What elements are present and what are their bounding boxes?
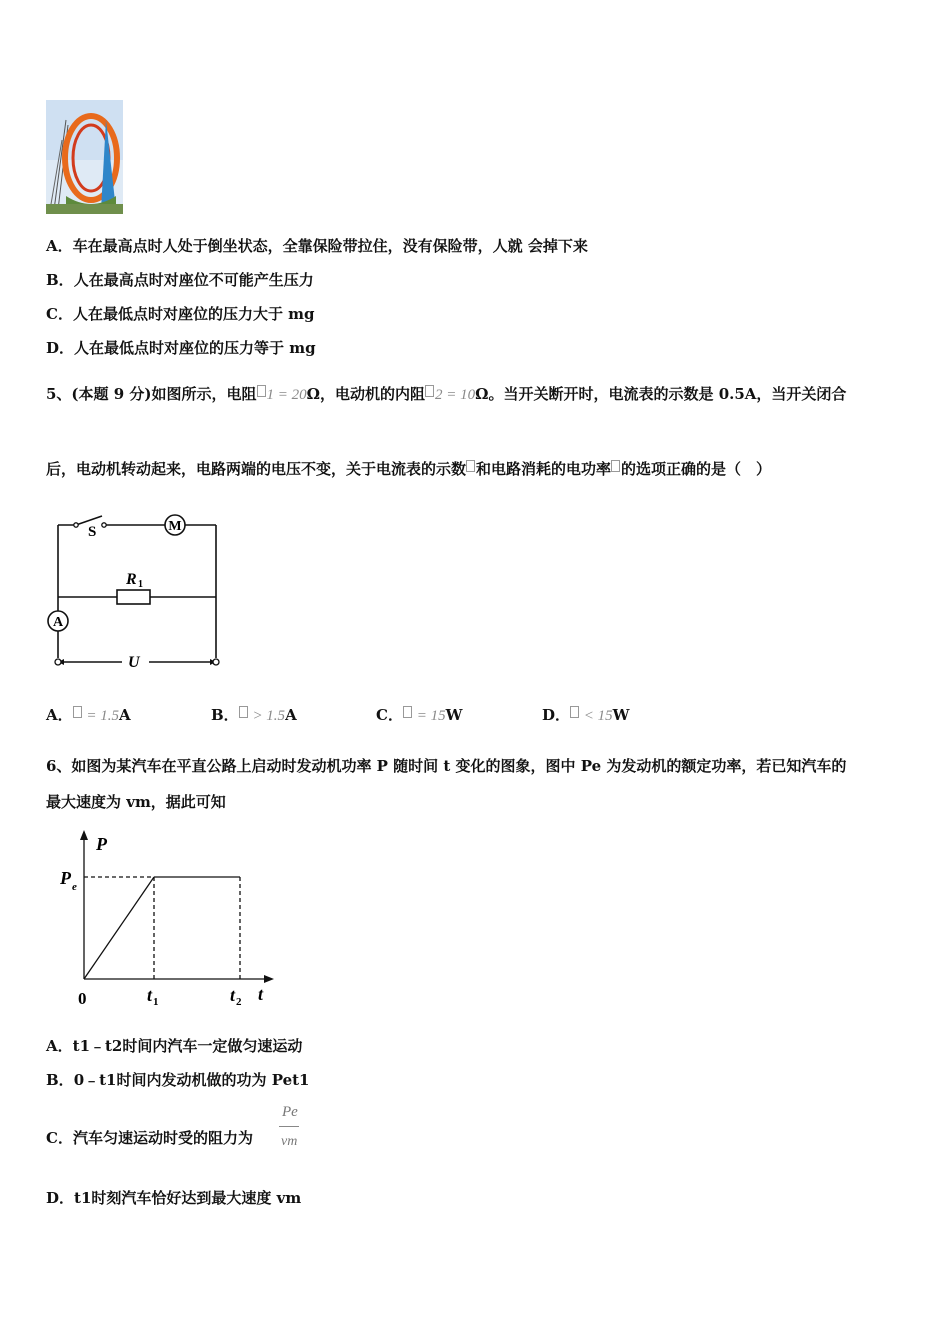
r1-formula: 1 = 20 bbox=[257, 387, 307, 403]
q6-option-d bbox=[46, 1188, 301, 1208]
svg-text:A: A bbox=[52, 615, 64, 630]
option-text: 人在最低点时对座位的压力等于 mg bbox=[74, 339, 316, 357]
option-text: 人在最低点时对座位的压力大于 mg bbox=[72, 305, 315, 323]
q5-text: 和电路消耗的电功率 bbox=[476, 460, 612, 478]
option-label: B． bbox=[46, 271, 74, 289]
voltage-label: U bbox=[128, 654, 140, 671]
option-unit: A bbox=[285, 706, 297, 724]
option-text: 车在最高点时人处于倒坐状态，全靠保险带拉住，没有保险带，人就 会掉下来 bbox=[72, 237, 588, 255]
t2-label: t bbox=[230, 985, 236, 1005]
option-text: t1时刻汽车恰好达到最大速度 vm bbox=[74, 1189, 302, 1207]
option-unit: W bbox=[612, 706, 630, 724]
option-label: C． bbox=[376, 706, 403, 724]
option-label: B． bbox=[46, 1071, 74, 1089]
roller-coaster-image bbox=[46, 100, 123, 214]
power-placeholder bbox=[611, 460, 620, 472]
q5-option-a bbox=[46, 705, 131, 726]
option-text: 人在最高点时对座位不可能产生压力 bbox=[73, 271, 314, 289]
q5-text: 后，电动机转动起来，电路两端的电压不变，关于电流表的示数 bbox=[46, 460, 467, 478]
y-axis-label: P bbox=[96, 834, 107, 854]
option-label: C． bbox=[46, 1129, 73, 1147]
q4-option-b bbox=[46, 270, 314, 290]
option-label: C． bbox=[46, 305, 73, 323]
fraction-bar bbox=[279, 1126, 299, 1127]
option-text: t1﹣t2时间内汽车一定做匀速运动 bbox=[72, 1037, 303, 1055]
r2-formula: 2 = 10 bbox=[425, 387, 475, 403]
option-unit: A bbox=[119, 706, 131, 724]
option-label: A． bbox=[46, 706, 73, 724]
option-text: 0﹣t1时间内发动机做的功为 Pet1 bbox=[73, 1071, 310, 1089]
q6-option-a bbox=[46, 1036, 302, 1056]
q5-text: 的选项正确的是（ ） bbox=[621, 460, 772, 478]
option-formula: < 15 bbox=[570, 708, 613, 724]
option-formula: = 1.5 bbox=[73, 708, 119, 724]
option-label: D． bbox=[46, 339, 75, 357]
q5-stem-line2 bbox=[46, 459, 771, 479]
fraction-denominator: vm bbox=[281, 1134, 298, 1149]
option-text: 汽车匀速运动时受的阻力为 bbox=[72, 1129, 253, 1147]
q6-stem-line2: 最大速度为 vm，据此可知 bbox=[46, 793, 226, 811]
q6-stem-line1: 6、如图为某汽车在平直公路上启动时发动机功率 P 随时间 t 变化的图象，图中 Pe 为发动机的额定功率，若已知汽车的 bbox=[46, 757, 847, 775]
resistor-label: R bbox=[126, 571, 137, 588]
power-time-graph bbox=[50, 826, 280, 1011]
q6-option-b bbox=[46, 1070, 310, 1090]
option-formula: > 1.5 bbox=[239, 708, 285, 724]
q5-number-text: 5、(本题 9 分)如图所示，电阻 bbox=[46, 385, 257, 403]
q4-option-c bbox=[46, 304, 315, 324]
option-label: D． bbox=[46, 1189, 75, 1207]
q4-option-a bbox=[46, 236, 588, 256]
option-unit: W bbox=[445, 706, 463, 724]
t1-subscript: 1 bbox=[153, 996, 159, 1008]
q5-option-c bbox=[376, 705, 462, 726]
pe-label: P bbox=[60, 868, 71, 888]
svg-text:M: M bbox=[168, 519, 182, 534]
q5-option-b bbox=[211, 705, 297, 726]
t2-subscript: 2 bbox=[236, 996, 242, 1008]
pe-subscript: e bbox=[72, 881, 77, 893]
q5-text: Ω，电动机的内阻 bbox=[306, 385, 425, 403]
option-formula: = 15 bbox=[403, 708, 446, 724]
origin-label: 0 bbox=[78, 989, 87, 1008]
t1-label: t bbox=[147, 985, 153, 1005]
fraction-numerator: Pe bbox=[282, 1104, 298, 1120]
circuit-diagram bbox=[44, 505, 229, 675]
option-label: B． bbox=[211, 706, 239, 724]
q5-stem-line1 bbox=[46, 384, 846, 405]
motor-symbol bbox=[165, 515, 185, 535]
q5-option-d bbox=[542, 705, 630, 726]
current-placeholder bbox=[466, 460, 475, 472]
q6-option-c bbox=[46, 1128, 253, 1148]
switch-label: S bbox=[88, 524, 97, 540]
resistor-subscript: 1 bbox=[138, 579, 143, 590]
q5-text: Ω。当开关断开时，电流表的示数是 0.5A，当开关闭合 bbox=[475, 385, 847, 403]
option-label: D． bbox=[542, 706, 571, 724]
x-axis-label: t bbox=[258, 984, 264, 1004]
option-label: A． bbox=[46, 237, 73, 255]
q4-option-d bbox=[46, 338, 316, 358]
option-label: A． bbox=[46, 1037, 73, 1055]
ammeter-symbol bbox=[48, 611, 68, 631]
